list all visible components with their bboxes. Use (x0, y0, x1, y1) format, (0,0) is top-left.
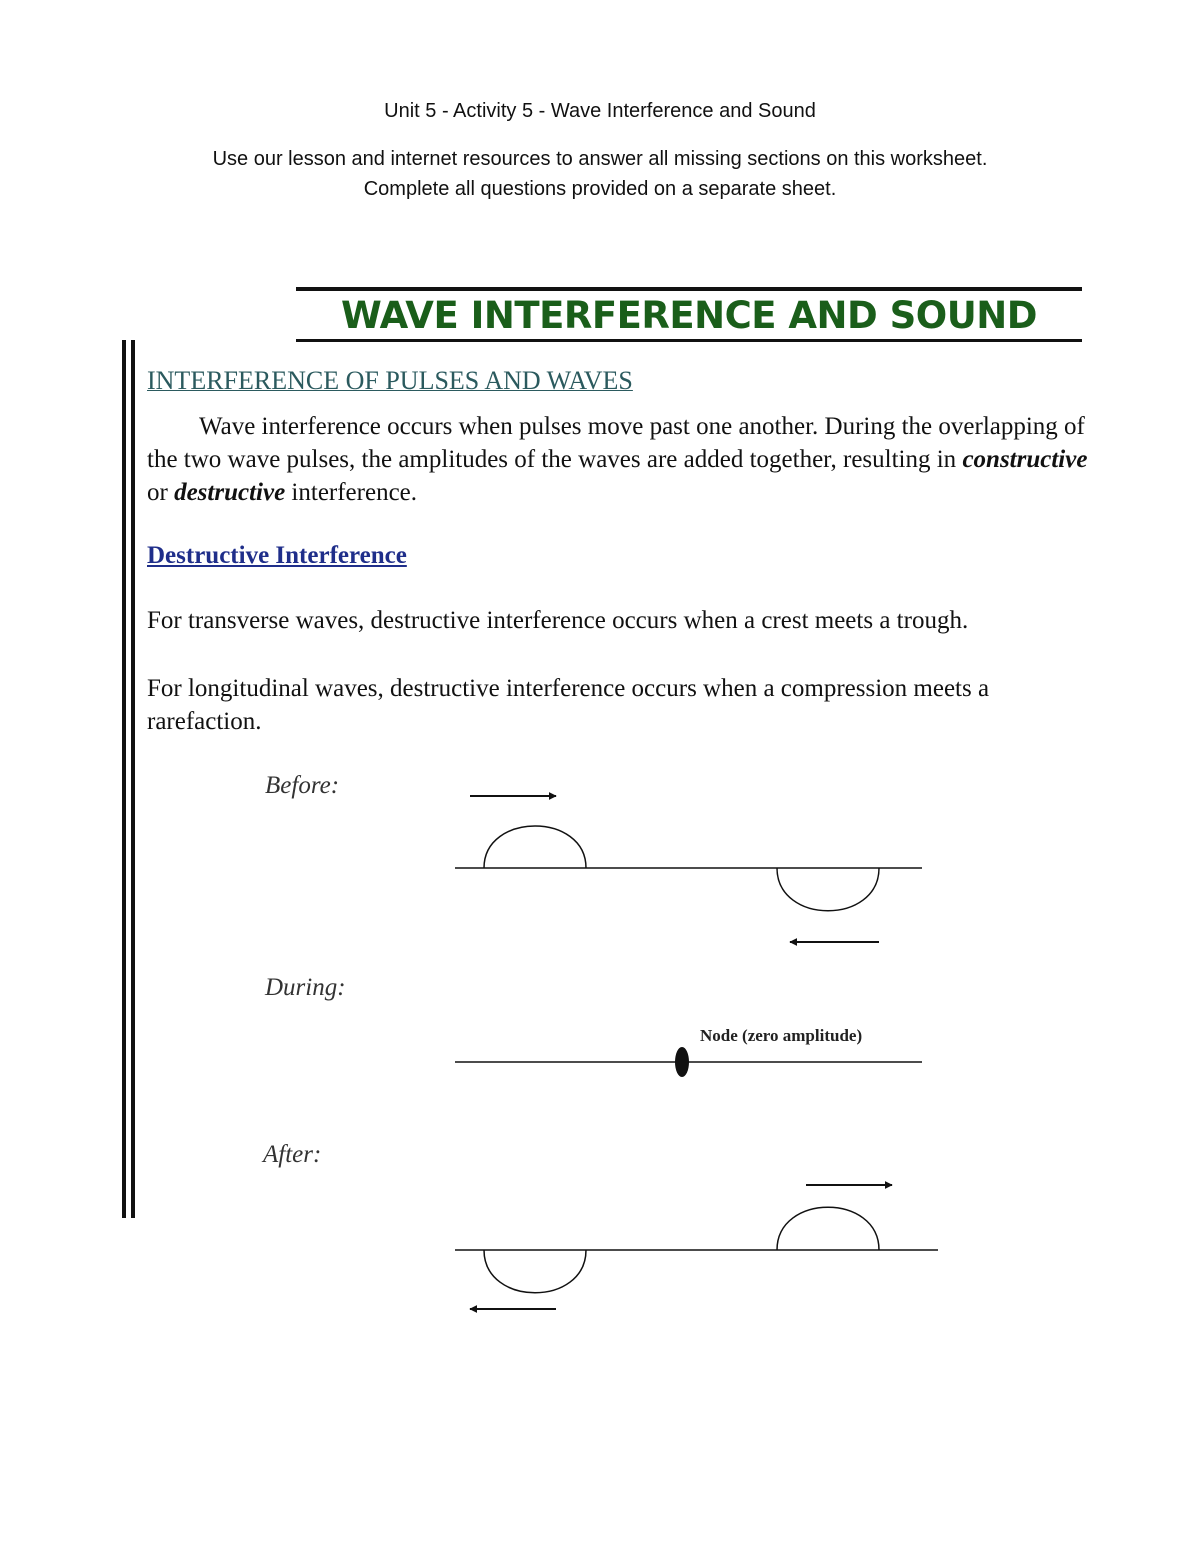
margin-bar-right (131, 340, 135, 1218)
term-constructive: constructive (962, 446, 1088, 473)
after-crest-pulse (777, 1207, 879, 1250)
node-label: Node (zero amplitude) (700, 1026, 863, 1045)
after-trough-pulse (484, 1250, 586, 1293)
section-heading: INTERFERENCE OF PULSES AND WAVES (147, 366, 633, 395)
intro-text-2: or (147, 479, 175, 506)
page-title: WAVE INTERFERENCE AND SOUND (341, 294, 1037, 337)
longitudinal-paragraph: For longitudinal waves, destructive interference occurs when a compression meets a rarefaction. (147, 675, 990, 735)
document-header: Unit 5 - Activity 5 - Wave Interference and Sound (384, 100, 816, 122)
before-trough-pulse (777, 868, 879, 911)
transverse-paragraph: For transverse waves, destructive interference occurs when a crest meets a trough. (147, 607, 969, 634)
during-label: During: (265, 974, 346, 1001)
term-destructive: destructive (174, 479, 286, 506)
before-crest-pulse (484, 826, 586, 868)
node-dot (675, 1047, 689, 1077)
intro-text-3: interference. (285, 479, 418, 506)
destructive-interference-heading: Destructive Interference (147, 542, 407, 569)
instruction-line-2: Complete all questions provided on a separate sheet. (363, 178, 837, 200)
margin-bar-left (122, 340, 126, 1218)
intro-paragraph (147, 410, 1107, 509)
title-bottom-rule (296, 339, 1082, 342)
after-label: After: (263, 1141, 322, 1168)
before-label: Before: (265, 772, 340, 799)
instruction-line-1: Use our lesson and internet resources to answer all missing sections on this worksheet. (212, 148, 988, 170)
intro-text-1: Wave interference occurs when pulses move past one another. During the overlapping of the two wave pulses, the amplitudes of the waves are added together, resulting in (147, 413, 1085, 473)
